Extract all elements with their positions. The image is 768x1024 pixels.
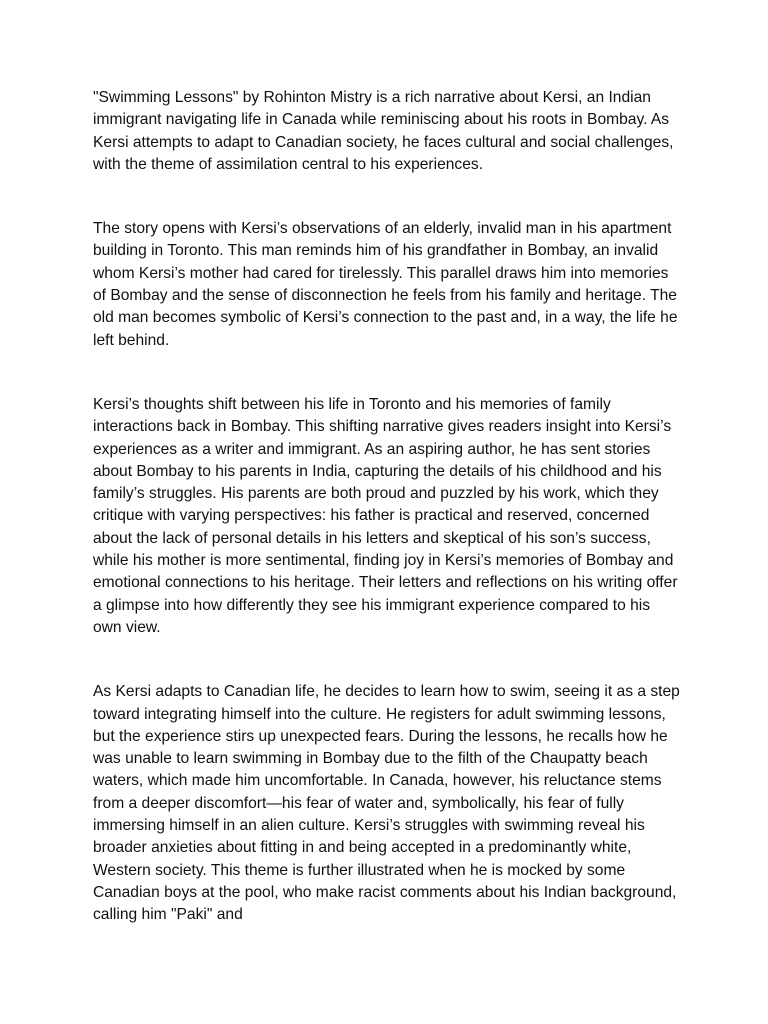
paragraph-story-opening: The story opens with Kersi’s observations of an elderly, invalid man in his apartment building in Toronto. This man reminds him of his grandfather in Bombay, an invalid whom Kersi’s mother had cared for tirelessly. This parallel draws him into memories of Bombay and the sense of disconnection he feels from his family and heritage. The old man becomes symbolic of Kersi’s connection to the past and, in a way, the life he left behind.: [93, 220, 678, 349]
paragraph-intro: "Swimming Lessons" by Rohinton Mistry is a rich narrative about Kersi, an Indian immigrant navigating life in Canada while reminiscing about his roots in Bombay. As Kersi attempts to adapt to Canadian society, he faces cultural and social challenges, with the theme of assimilation central to his experiences.: [93, 89, 674, 173]
paragraph-thoughts-shift: Kersi’s thoughts shift between his life in Toronto and his memories of family interactions back in Bombay. This shifting narrative gives readers insight into Kersi’s experiences as a writer and immigrant. As an aspiring author, he has sent stories about Bombay to his parents in India, capturing the details of his childhood and his family’s struggles. His parents are both proud and puzzled by his work, which they critique with varying perspectives: his father is practical and reserved, concerned about the lack of personal details in his letters and skeptical of his son’s success, while his mother is more sentimental, finding joy in Kersi’s memories of Bombay and emotional connections to his heritage. Their letters and reflections on his writing offer a glimpse into how differently they see his immigrant experience compared to his own view.: [93, 395, 678, 636]
document-page: [93, 87, 681, 969]
paragraph-swimming: As Kersi adapts to Canadian life, he decides to learn how to swim, seeing it as a step toward integrating himself into the culture. He registers for adult swimming lessons, but the experience stirs up unexpected fears. During the lessons, he recalls how he was unable to learn swimming in Bombay due to the filth of the Chaupatty beach waters, which made him uncomfortable. In Canada, however, his reluctance stems from a deeper discomfort—his fear of water and, symbolically, his fear of fully immersing himself in an alien culture. Kersi’s struggles with swimming reveal his broader anxieties about fitting in and being accepted in a predominantly white, Western society. This theme is further illustrated when he is mocked by some Canadian boys at the pool, who make racist comments about his Indian background, calling him "Paki" and: [93, 683, 680, 924]
